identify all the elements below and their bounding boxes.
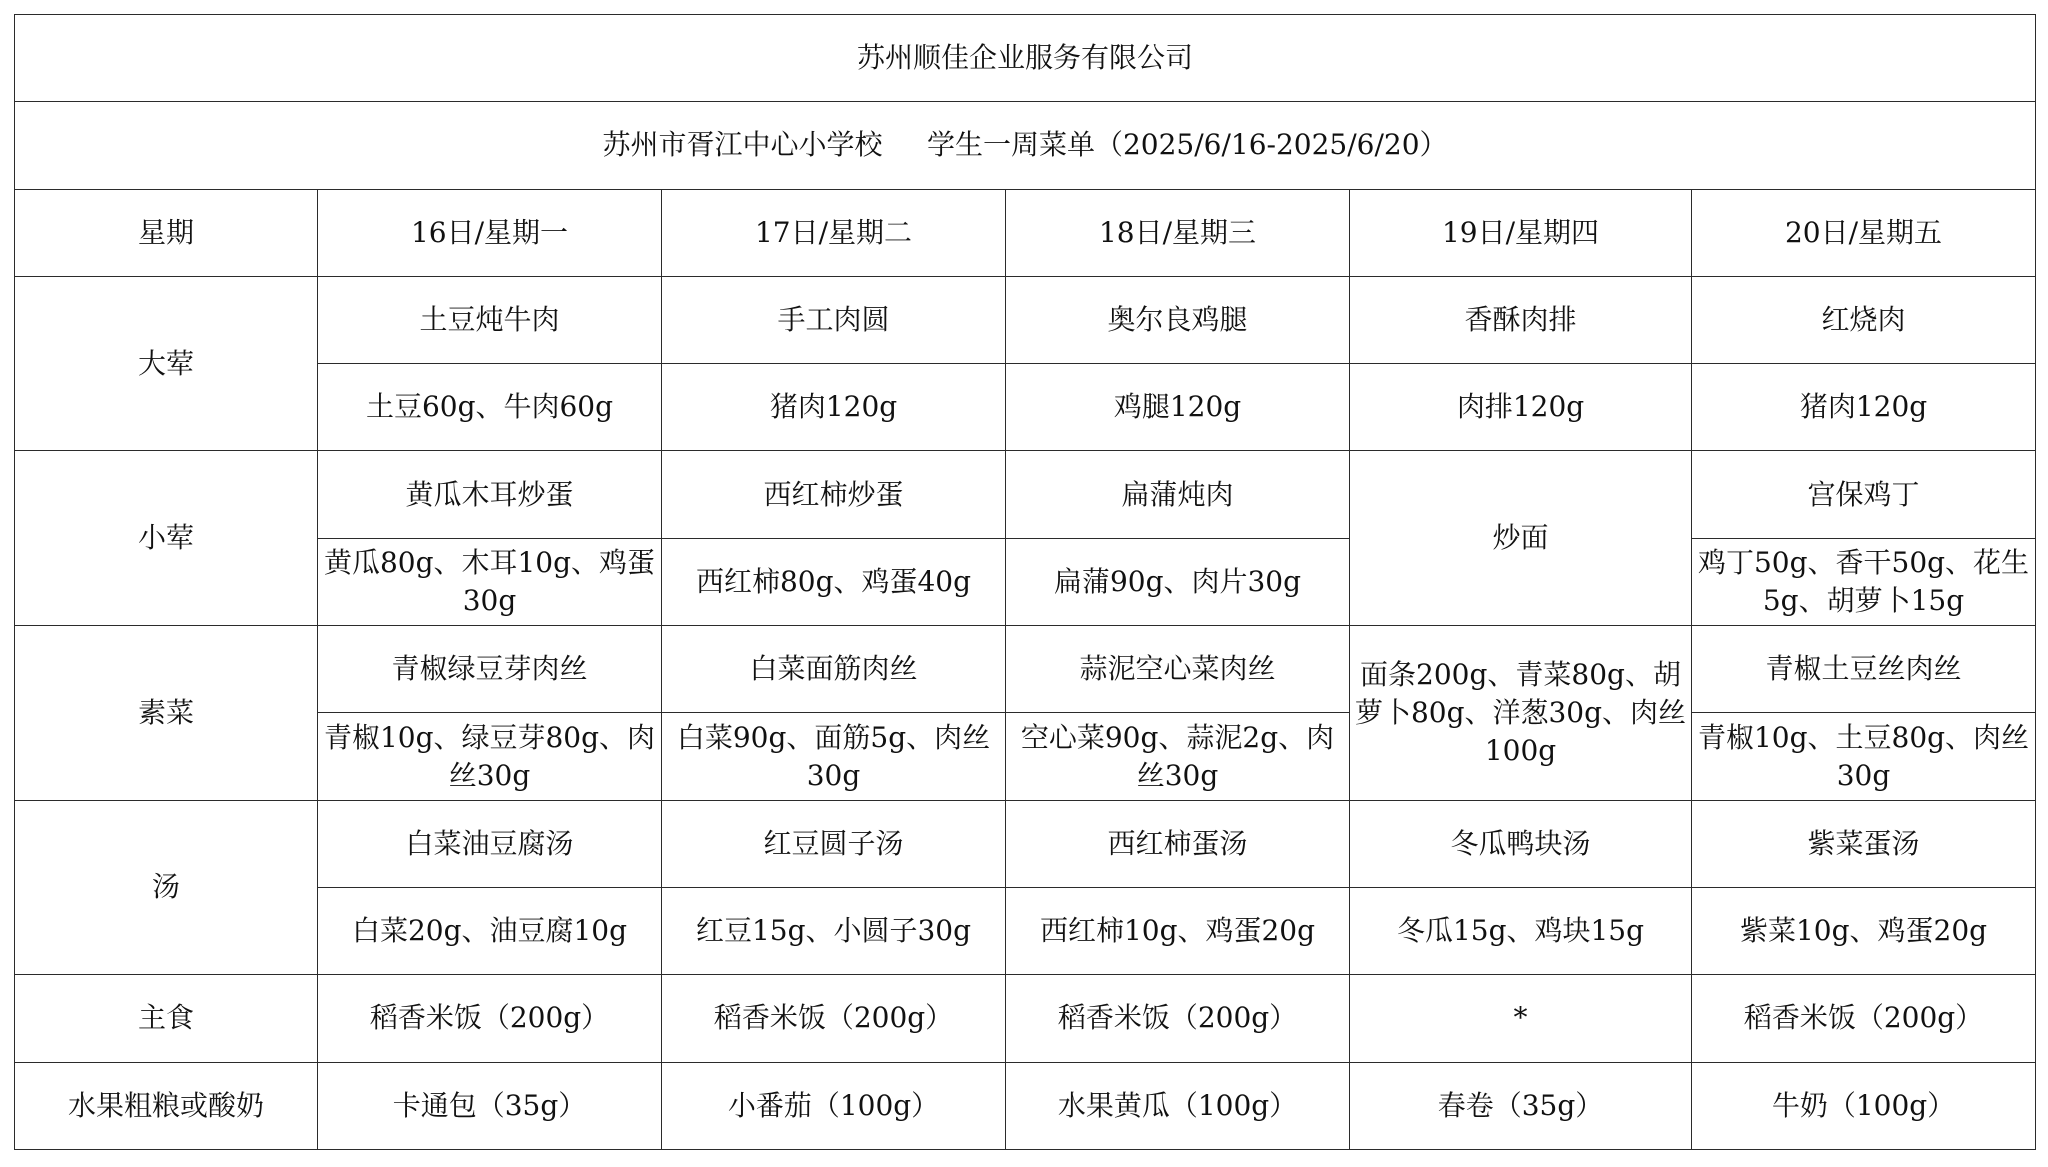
dish-cell: 白菜油豆腐汤: [318, 800, 662, 887]
side-meat-label: 小荤: [15, 451, 318, 626]
ingredient-cell: 红豆15g、小圆子30g: [662, 887, 1006, 974]
dish-cell: 红烧肉: [1692, 276, 2036, 363]
menu-title: 苏州市胥江中心小学校 学生一周菜单（2025/6/16-2025/6/20）: [15, 102, 2036, 189]
menu-title-row: [15, 102, 2036, 189]
dish-cell: 西红柿蛋汤: [1006, 800, 1350, 887]
dish-cell: 冬瓜鸭块汤: [1350, 800, 1692, 887]
soup-label: 汤: [15, 800, 318, 975]
dish-cell: 西红柿炒蛋: [662, 451, 1006, 538]
dish-cell: 手工肉圆: [662, 276, 1006, 363]
extra-cell: 水果黄瓜（100g）: [1006, 1062, 1350, 1149]
staple-row: [15, 975, 2036, 1062]
vegetable-dish-row: [15, 626, 2036, 713]
vegetable-label: 素菜: [15, 626, 318, 801]
menu-sheet: [14, 14, 2035, 1150]
staple-cell: 稻香米饭（200g）: [662, 975, 1006, 1062]
dish-cell: 蒜泥空心菜肉丝: [1006, 626, 1350, 713]
dish-cell: 紫菜蛋汤: [1692, 800, 2036, 887]
weekly-menu-table: [14, 14, 2036, 1150]
ingredient-cell: 土豆60g、牛肉60g: [318, 364, 662, 451]
soup-dish-row: [15, 800, 2036, 887]
header-row: [15, 189, 2036, 276]
company-name: 苏州顺佳企业服务有限公司: [15, 15, 2036, 102]
main-meat-ingredient-row: [15, 364, 2036, 451]
day-header: 18日/星期三: [1006, 189, 1350, 276]
dish-cell: 炒面: [1350, 451, 1692, 626]
staple-label: 主食: [15, 975, 318, 1062]
dish-cell: 青椒绿豆芽肉丝: [318, 626, 662, 713]
dish-cell: 青椒土豆丝肉丝: [1692, 626, 2036, 713]
extra-cell: 春卷（35g）: [1350, 1062, 1692, 1149]
day-header: 19日/星期四: [1350, 189, 1692, 276]
dish-cell: 黄瓜木耳炒蛋: [318, 451, 662, 538]
soup-ingredient-row: [15, 887, 2036, 974]
ingredient-cell: 青椒10g、土豆80g、肉丝30g: [1692, 713, 2036, 800]
dish-cell: 白菜面筋肉丝: [662, 626, 1006, 713]
ingredient-cell: 黄瓜80g、木耳10g、鸡蛋30g: [318, 538, 662, 625]
vegetable-ingredient-row: [15, 713, 2036, 800]
dish-cell: 奥尔良鸡腿: [1006, 276, 1350, 363]
ingredient-cell: 面条200g、青菜80g、胡萝卜80g、洋葱30g、肉丝100g: [1350, 626, 1692, 801]
ingredient-cell: 紫菜10g、鸡蛋20g: [1692, 887, 2036, 974]
day-header: 16日/星期一: [318, 189, 662, 276]
extra-cell: 卡通包（35g）: [318, 1062, 662, 1149]
ingredient-cell: 猪肉120g: [662, 364, 1006, 451]
ingredient-cell: 白菜20g、油豆腐10g: [318, 887, 662, 974]
extra-label: 水果粗粮或酸奶: [15, 1062, 318, 1149]
ingredient-cell: 肉排120g: [1350, 364, 1692, 451]
ingredient-cell: 猪肉120g: [1692, 364, 2036, 451]
ingredient-cell: 西红柿10g、鸡蛋20g: [1006, 887, 1350, 974]
dish-cell: 红豆圆子汤: [662, 800, 1006, 887]
side-meat-ingredient-row: [15, 538, 2036, 625]
staple-cell: 稻香米饭（200g）: [318, 975, 662, 1062]
ingredient-cell: 白菜90g、面筋5g、肉丝30g: [662, 713, 1006, 800]
side-meat-dish-row: [15, 451, 2036, 538]
weekday-header-label: 星期: [15, 189, 318, 276]
dish-cell: 香酥肉排: [1350, 276, 1692, 363]
ingredient-cell: 扁蒲90g、肉片30g: [1006, 538, 1350, 625]
ingredient-cell: 西红柿80g、鸡蛋40g: [662, 538, 1006, 625]
ingredient-cell: 青椒10g、绿豆芽80g、肉丝30g: [318, 713, 662, 800]
main-meat-dish-row: [15, 276, 2036, 363]
dish-cell: 扁蒲炖肉: [1006, 451, 1350, 538]
day-header: 20日/星期五: [1692, 189, 2036, 276]
main-meat-label: 大荤: [15, 276, 318, 451]
staple-cell: *: [1350, 975, 1692, 1062]
staple-cell: 稻香米饭（200g）: [1006, 975, 1350, 1062]
company-row: [15, 15, 2036, 102]
extra-row: [15, 1062, 2036, 1149]
ingredient-cell: 空心菜90g、蒜泥2g、肉丝30g: [1006, 713, 1350, 800]
staple-cell: 稻香米饭（200g）: [1692, 975, 2036, 1062]
extra-cell: 小番茄（100g）: [662, 1062, 1006, 1149]
ingredient-cell: 冬瓜15g、鸡块15g: [1350, 887, 1692, 974]
extra-cell: 牛奶（100g）: [1692, 1062, 2036, 1149]
dish-cell: 土豆炖牛肉: [318, 276, 662, 363]
day-header: 17日/星期二: [662, 189, 1006, 276]
ingredient-cell: 鸡丁50g、香干50g、花生5g、胡萝卜15g: [1692, 538, 2036, 625]
dish-cell: 宫保鸡丁: [1692, 451, 2036, 538]
ingredient-cell: 鸡腿120g: [1006, 364, 1350, 451]
